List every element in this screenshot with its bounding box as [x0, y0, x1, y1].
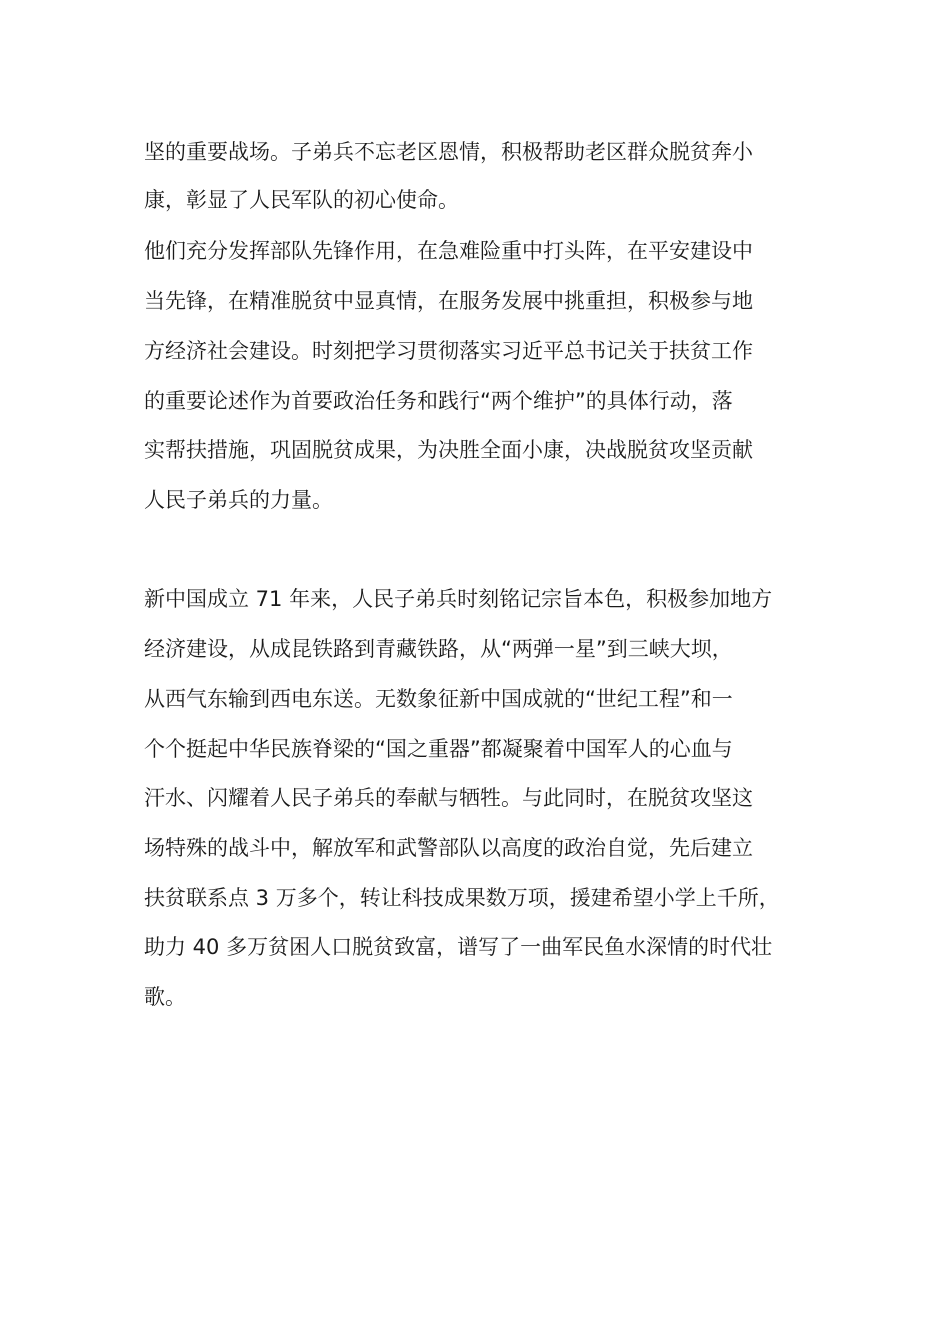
paragraph-line: 方经济社会建设。时刻把学习贯彻落实习近平总书记关于扶贫工作: [144, 339, 753, 363]
paragraph-line: 新中国成立 71 年来，人民子弟兵时刻铭记宗旨本色，积极参加地方: [144, 587, 773, 611]
paragraph-line: 从西气东输到西电东送。无数象征新中国成就的“世纪工程”和一: [144, 687, 733, 711]
paragraph-line: 经济建设，从成昆铁路到青藏铁路，从“两弹一星”到三峡大坝，: [144, 637, 733, 661]
paragraph-line: 当先锋，在精准脱贫中显真情，在服务发展中挑重担，积极参与地: [144, 289, 753, 313]
paragraph-line: 康，彰显了人民军队的初心使命。: [144, 188, 459, 212]
paragraph-line: 场特殊的战斗中，解放军和武警部队以高度的政治自觉，先后建立: [144, 836, 753, 860]
paragraph-line: 他们充分发挥部队先锋作用，在急难险重中打头阵，在平安建设中: [144, 239, 753, 263]
paragraph-line: 的重要论述作为首要政治任务和践行“两个维护”的具体行动，落: [144, 389, 733, 413]
paragraph-line: 助力 40 多万贫困人口脱贫致富，谱写了一曲军民鱼水深情的时代壮: [144, 935, 773, 959]
paragraph-line: 人民子弟兵的力量。: [144, 488, 333, 512]
paragraph-line: 实帮扶措施，巩固脱贫成果，为决胜全面小康，决战脱贫攻坚贡献: [144, 438, 753, 462]
paragraph-line: 扶贫联系点 3 万多个，转让科技成果数万项，援建希望小学上千所，: [144, 886, 780, 910]
paragraph-line: 歌。: [144, 985, 186, 1009]
paragraph-line: 汗水、闪耀着人民子弟兵的奉献与牺牲。与此同时，在脱贫攻坚这: [144, 786, 753, 810]
paragraph-line: 个个挺起中华民族脊梁的“国之重器”都凝聚着中国军人的心血与: [144, 737, 733, 761]
paragraph-line: 坚的重要战场。子弟兵不忘老区恩情，积极帮助老区群众脱贫奔小: [144, 140, 753, 164]
